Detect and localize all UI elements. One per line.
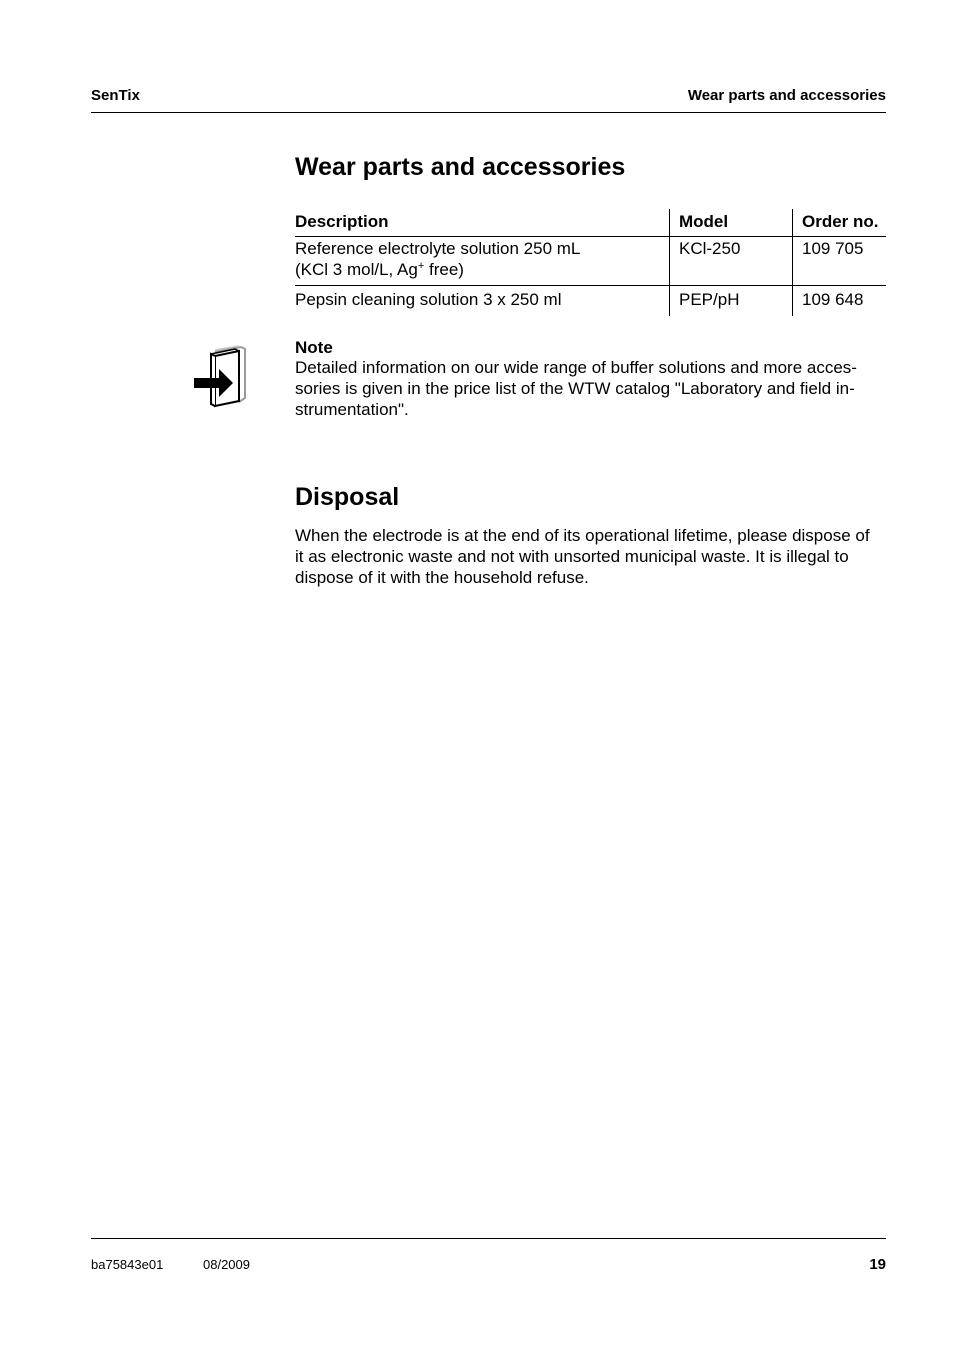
note-line: Detailed information on our wide range of buffer solutions and more acces- [295, 358, 857, 377]
cell-order-no: 109 705 [793, 237, 887, 286]
column-header-order-no: Order no. [793, 209, 887, 237]
paragraph-line: it as electronic waste and not with unsorted municipal waste. It is illegal to [295, 547, 849, 566]
running-header-section: Wear parts and accessories [687, 87, 886, 104]
parts-table [295, 209, 886, 316]
section-title-wear-parts: Wear parts and accessories [295, 153, 626, 181]
note-line: strumentation". [295, 400, 409, 419]
paragraph-line: When the electrode is at the end of its operational lifetime, please dispose of [295, 526, 870, 545]
cell-model: PEP/pH [670, 286, 793, 317]
page-number: 19 [869, 1256, 886, 1273]
footer-date: 08/2009 [203, 1257, 250, 1272]
note-text [295, 357, 890, 420]
cell-order-no: 109 648 [793, 286, 887, 317]
superscript-plus: + [417, 260, 425, 272]
table-row [295, 286, 886, 317]
column-header-model: Model [670, 209, 793, 237]
description-line-1: Reference electrolyte solution 250 mL [295, 239, 581, 258]
table-row [295, 237, 886, 286]
book-arrow-icon [193, 345, 251, 411]
footer-document-id: ba75843e01 [91, 1257, 164, 1272]
description-line-2-post: free) [424, 260, 464, 279]
section-title-disposal: Disposal [295, 483, 400, 511]
table-header-row [295, 209, 886, 237]
cell-description: Pepsin cleaning solution 3 x 250 ml [295, 290, 562, 309]
running-header-product: SenTix [91, 87, 140, 104]
column-header-description: Description [295, 209, 670, 237]
cell-model: KCl-250 [670, 237, 793, 286]
header-rule [91, 112, 886, 113]
description-line-2-pre: (KCl 3 mol/L, Ag [295, 260, 418, 279]
footer-rule [91, 1238, 886, 1239]
note-title: Note [295, 338, 333, 357]
paragraph-line: dispose of it with the household refuse. [295, 568, 589, 587]
note-line: sories is given in the price list of the WTW catalog "Laboratory and field in- [295, 379, 855, 398]
cell-description [295, 237, 670, 286]
disposal-paragraph [295, 525, 890, 588]
